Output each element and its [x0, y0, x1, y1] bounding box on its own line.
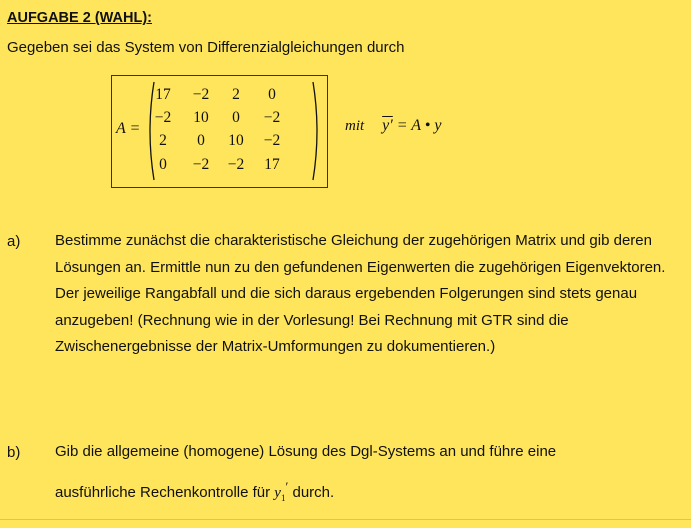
matrix-cell-1-0: −2: [154, 109, 172, 126]
matrix-cell-3-0: 0: [159, 156, 167, 173]
right-parenthesis: [312, 81, 322, 181]
task-b-text: [55, 439, 687, 511]
task-a-text: Bestimme zunächst die charakteristische Gleichung der zugehörigen Matrix und gib deren Lösungen an. Ermittle nun zu den gefundenen Eigenwerten die zugehörigen Eigenvektoren. Der jeweilige Rangabfall und die sich daraus ergebenden Folgerungen sind stets genau anzugeben! (Rechnung wie in der Vorlesung! Bei Rechnung mit GTR sind die Zwischenergebnisse der Matrix-Umformungen zu dokumentieren.): [55, 232, 666, 355]
matrix-cell-2-3: −2: [263, 132, 281, 149]
equation-rhs: = A • y: [396, 117, 442, 134]
task-b-line1: Gib die allgemeine (homogene) Lösung des Dgl-Systems an und führe eine: [55, 443, 557, 460]
matrix-cell-3-2: −2: [227, 156, 245, 173]
matrix-cell-1-2: 0: [232, 109, 240, 126]
matrix-label: A =: [116, 120, 141, 137]
task-title: AUFGABE 2 (WAHL):: [7, 10, 152, 26]
task-b-line2-pre: ausführliche Rechenkontrolle für: [55, 483, 275, 501]
matrix-cell-1-1: 10: [193, 109, 209, 126]
matrix-box: [111, 75, 328, 188]
page-divider: [0, 519, 691, 520]
matrix-cell-3-1: −2: [192, 156, 210, 173]
matrix-cell-2-2: 10: [228, 132, 244, 149]
y1-prime-symbol: $y_1'$: [274, 478, 289, 503]
task-b-line2-post: durch.: [288, 483, 335, 501]
matrix-cell-2-0: 2: [159, 132, 167, 149]
intro-text: Gegeben sei das System von Differenzialgleichungen durch: [7, 39, 405, 56]
task-b-line2: [55, 474, 687, 512]
equation: [345, 117, 441, 135]
task-a-letter: a): [7, 233, 21, 250]
matrix-cell-1-3: −2: [263, 109, 281, 126]
matrix-cell-0-1: −2: [192, 86, 210, 103]
matrix-cell-3-3: 17: [264, 156, 280, 173]
equation-mit: mit: [345, 118, 365, 134]
matrix-cell-0-2: 2: [232, 86, 240, 103]
matrix-cell-2-1: 0: [197, 132, 205, 149]
matrix-cell-0-0: 17: [155, 86, 171, 103]
matrix-cell-0-3: 0: [268, 86, 276, 103]
equation-lhs: y′: [382, 117, 393, 134]
task-b-letter: b): [7, 444, 21, 461]
